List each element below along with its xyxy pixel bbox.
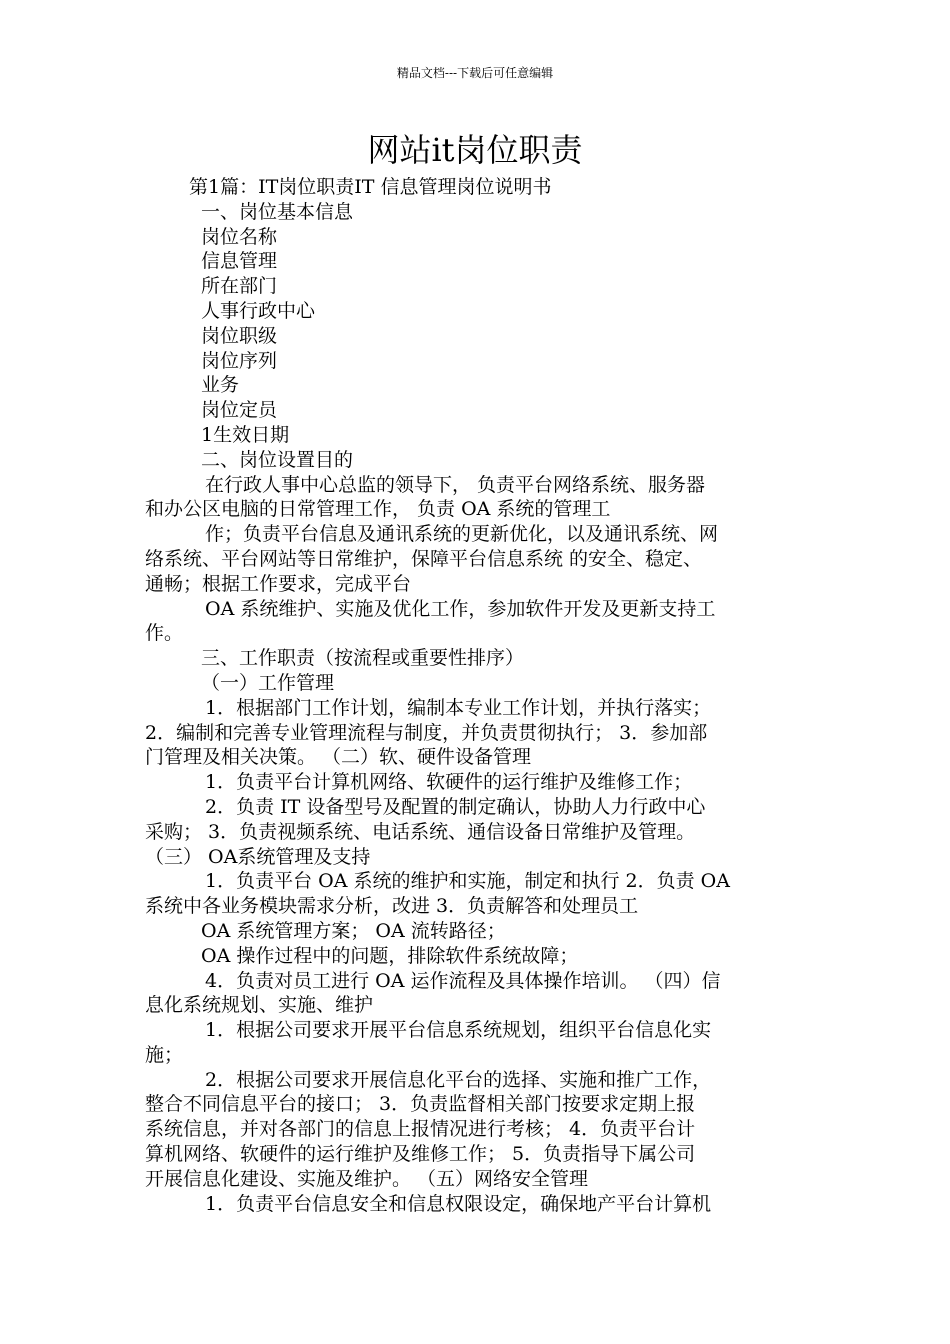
- subsection-heading: （三） OA系统管理及支持: [145, 845, 371, 868]
- text-line: 岗位定员: [201, 399, 278, 422]
- text-line: OA 系统管理方案； OA 流转路径；: [201, 919, 506, 942]
- text-line: 系统信息，并对各部门的信息上报情况进行考核； 4．负责平台计: [145, 1118, 696, 1141]
- text-line: 岗位职级: [201, 324, 278, 347]
- text-line: 4．负责对员工进行 OA 运作流程及具体操作培训。 （四）信: [205, 969, 721, 992]
- text-line: 所在部门: [201, 275, 278, 298]
- text-line: 业务: [201, 374, 240, 397]
- text-line: 1．负责平台信息安全和信息权限设定，确保地产平台计算机: [205, 1192, 712, 1215]
- text-line: 2．编制和完善专业管理流程与制度，并负责贯彻执行； 3．参加部: [145, 721, 708, 744]
- text-line: 和办公区电脑的日常管理工作， 负责 OA 系统的管理工: [145, 498, 611, 521]
- text-line: 采购； 3．负责视频系统、电话系统、通信设备日常维护及管理。: [145, 820, 696, 843]
- text-line: 在行政人事中心总监的领导下， 负责平台网络系统、服务器: [205, 473, 706, 496]
- section-heading: 第1篇：IT岗位职责IT 信息管理岗位说明书: [189, 176, 552, 198]
- text-line: OA 操作过程中的问题，排除软件系统故障；: [201, 944, 579, 967]
- text-line: 整合不同信息平台的接口； 3．负责监督相关部门按要求定期上报: [145, 1093, 696, 1116]
- text-line: 息化系统规划、实施、维护: [145, 994, 374, 1017]
- text-line: 1．负责平台计算机网络、软硬件的运行维护及维修工作；: [205, 771, 693, 794]
- text-line: 人事行政中心: [201, 299, 316, 322]
- section-heading: 二、岗位设置目的: [201, 448, 354, 471]
- text-line: 信息管理: [201, 250, 278, 273]
- page-header: 精品文档---下载后可任意编辑: [396, 66, 554, 80]
- text-line: 门管理及相关决策。 （二）软、硬件设备管理: [145, 746, 532, 769]
- text-line: 2．负责 IT 设备型号及配置的制定确认，协助人力行政中心: [205, 795, 706, 818]
- text-line: 1生效日期: [201, 423, 290, 446]
- document-body: [145, 175, 807, 1216]
- text-line: 岗位序列: [201, 349, 278, 372]
- text-line: 2．根据公司要求开展信息化平台的选择、实施和推广工作，: [205, 1068, 712, 1091]
- text-line: 1．根据公司要求开展平台信息系统规划，组织平台信息化实: [205, 1019, 712, 1042]
- text-line: 通畅；根据工作要求，完成平台: [145, 572, 412, 595]
- text-line: 施；: [145, 1043, 184, 1066]
- text-line: 岗位名称: [201, 225, 278, 248]
- text-line: 开展信息化建设、实施及维护。 （五）网络安全管理: [145, 1167, 589, 1190]
- text-line: 1．根据部门工作计划，编制本专业工作计划，并执行落实；: [205, 696, 712, 719]
- text-line: 作；负责平台信息及通讯系统的更新优化，以及通讯系统、网: [205, 523, 719, 546]
- document-title: 网站it岗位职责: [367, 131, 583, 169]
- text-line: 系统中各业务模块需求分析，改进 3．负责解答和处理员工: [145, 895, 639, 918]
- section-heading: 三、工作职责（按流程或重要性排序）: [201, 647, 525, 670]
- text-line: 络系统、平台网站等日常维护，保障平台信息系统 的安全、稳定、: [145, 547, 703, 570]
- text-line: 1．负责平台 OA 系统的维护和实施，制定和执行 2．负责 OA: [205, 870, 730, 893]
- text-line: 作。: [145, 622, 184, 645]
- subsection-heading: （一）工作管理: [201, 671, 335, 694]
- text-line: OA 系统维护、实施及优化工作，参加软件开发及更新支持工: [205, 597, 716, 620]
- section-heading: 一、岗位基本信息: [201, 200, 354, 223]
- text-line: 算机网络、软硬件的运行维护及维修工作； 5．负责指导下属公司: [145, 1143, 696, 1166]
